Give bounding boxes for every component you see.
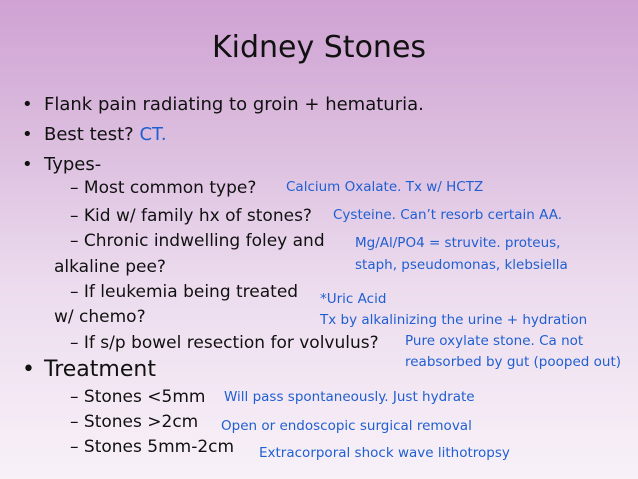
- type-most-common: – Most common type?: [70, 178, 257, 198]
- note-oxylate-line2: reabsorbed by gut (pooped out): [405, 354, 622, 370]
- bullet-dot-icon: •: [22, 94, 33, 115]
- type-leukemia-line2: w/ chemo?: [54, 307, 146, 327]
- bullet-types: Types-: [44, 154, 102, 175]
- type-volvulus: – If s/p bowel resection for volvulus?: [70, 333, 379, 353]
- type-family-hx: – Kid w/ family hx of stones?: [70, 206, 312, 226]
- bullet-dot-icon: •: [22, 154, 33, 175]
- best-test-answer: CT.: [139, 124, 167, 145]
- treatment-medium-stones: – Stones 5mm-2cm: [70, 437, 235, 457]
- bullet-flank-pain: Flank pain radiating to groin + hematuria.: [44, 94, 424, 115]
- note-oxylate-line1: Pure oxylate stone. Ca not: [405, 333, 584, 349]
- note-uric-acid-line1: *Uric Acid: [320, 291, 387, 307]
- type-foley-line2: alkaline pee?: [54, 257, 166, 277]
- bullet-treatment: Treatment: [44, 357, 156, 382]
- bullet-dot-icon: •: [22, 124, 33, 145]
- note-struvite-line1: Mg/Al/PO4 = struvite. proteus,: [355, 235, 561, 251]
- note-shock-wave: Extracorporal shock wave lithotropsy: [259, 445, 510, 461]
- type-leukemia-line1: – If leukemia being treated: [70, 282, 299, 302]
- best-test-label: Best test?: [44, 124, 140, 145]
- bullet-best-test: [44, 125, 167, 145]
- note-surgical-removal: Open or endoscopic surgical removal: [221, 418, 472, 434]
- treatment-small-stones: – Stones <5mm: [70, 387, 206, 407]
- treatment-large-stones: – Stones >2cm: [70, 412, 199, 432]
- note-calcium-oxalate: Calcium Oxalate. Tx w/ HCTZ: [286, 179, 484, 195]
- note-uric-acid-line2: Tx by alkalinizing the urine + hydration: [320, 312, 588, 328]
- type-foley-line1: – Chronic indwelling foley and: [70, 231, 325, 251]
- note-struvite-line2: staph, pseudomonas, klebsiella: [355, 257, 568, 273]
- note-pass-spontaneously: Will pass spontaneously. Just hydrate: [224, 389, 475, 405]
- note-cysteine: Cysteine. Can’t resorb certain AA.: [333, 207, 562, 223]
- bullet-dot-icon: •: [22, 357, 35, 382]
- slide-title: Kidney Stones: [211, 30, 427, 65]
